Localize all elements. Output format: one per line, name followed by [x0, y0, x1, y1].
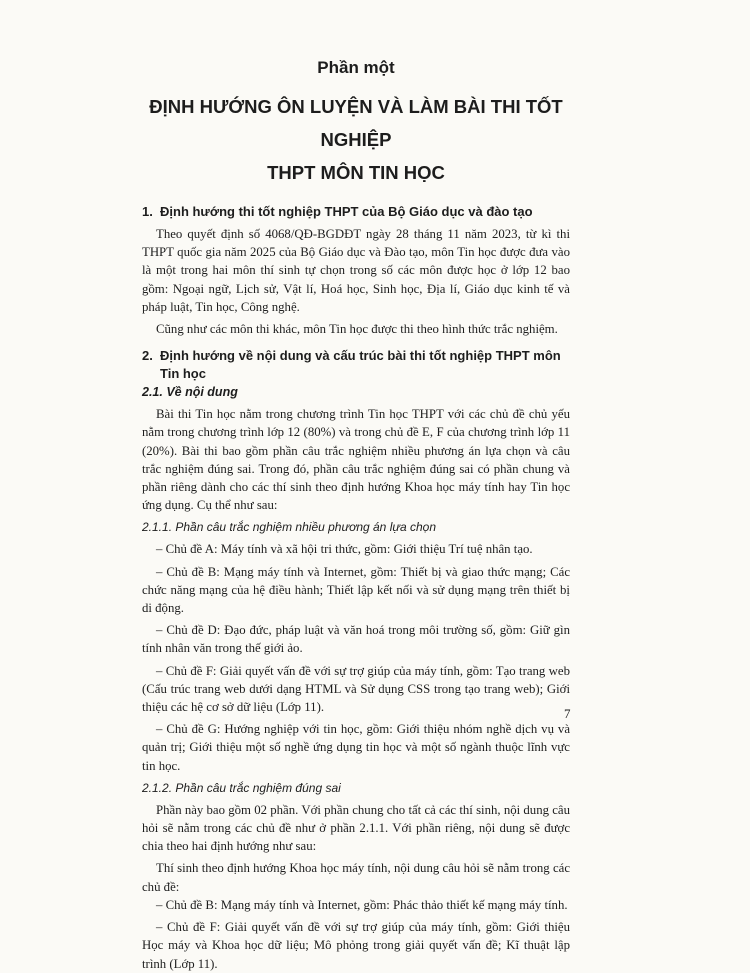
subsection-2-1-2-paragraph-2: Thí sinh theo định hướng Khoa học máy tính, nội dung câu hỏi sẽ nằm trong các chủ đề: [142, 861, 570, 894]
cs-topic-b-item: – Chủ đề B: Mạng máy tính và Internet, gồm: Phác thảo thiết kế mạng máy tính. [156, 897, 568, 912]
subsection-2-1-paragraph: Bài thi Tin học nằm trong chương trình Tin học THPT với các chủ đề chủ yếu nằm trong chương trình lớp 12 (80%) và trong chủ đề E, F của chương trình lớp 11 (20%). Bài thi bao gồm phần câu trắc nghiệm nhiều phương án lựa chọn và câu trắc nghiệm đúng sai. Trong đó, phần câu trắc nghiệm đúng sai có phần chung và phần riêng dành cho các thí sinh theo định hướng Khoa học máy tính hay Tin học ứng dụng. Cụ thể như sau: [142, 407, 570, 513]
cs-topic-f-item: – Chủ đề F: Giải quyết vấn đề với sự trợ giúp của máy tính, gồm: Giới thiệu Học máy và Khoa học dữ liệu; Mô phỏng trong giải quyết vấn đề; Kĩ thuật lập trình (Lớp 11). [142, 920, 570, 971]
topic-a-item: – Chủ đề A: Máy tính và xã hội tri thức, gồm: Giới thiệu Trí tuệ nhân tạo. [156, 542, 533, 557]
section-2-number: 2. [142, 348, 153, 364]
section-1-number: 1. [142, 204, 153, 219]
subsection-2-1-2-paragraph-1: Phần này bao gồm 02 phần. Với phần chung cho tất cả các thí sinh, nội dung câu hỏi sẽ nằm trong các chủ đề như ở phần 2.1.1. Với phần riêng, nội dung sẽ được chia theo hai định hướng như sau: [142, 802, 570, 854]
page-content [142, 58, 570, 973]
main-title-line-1: ĐỊNH HƯỚNG ÔN LUYỆN VÀ LÀM BÀI THI TỐT NGHIỆP [149, 96, 563, 150]
subsection-2-1-2-heading: 2.1.2. Phần câu trắc nghiệm đúng sai [142, 780, 341, 795]
main-title [142, 90, 570, 189]
part-title: Phần một [317, 58, 395, 77]
subsection-2-1-1-heading: 2.1.1. Phần câu trắc nghiệm nhiều phương án lựa chọn [142, 520, 436, 535]
section-2-title: Định hướng về nội dung và cấu trúc bài thi tốt nghiệp THPT môn Tin học [160, 348, 561, 382]
section-1-title: Định hướng thi tốt nghiệp THPT của Bộ Giáo dục và đào tạo [160, 204, 533, 219]
topic-b-item: – Chủ đề B: Mạng máy tính và Internet, gồm: Thiết bị và giao thức mạng; Các chức năng mạng của hệ điều hành; Thiết lập kết nối và sử dụng mạng trên thiết bị di động. [142, 564, 570, 616]
section-1-paragraph-2: Cũng như các môn thi khác, môn Tin học được thi theo hình thức trắc nghiệm. [156, 322, 558, 337]
topic-g-item: – Chủ đề G: Hướng nghiệp với tin học, gồm: Giới thiệu nhóm nghề dịch vụ và quản trị; Giới thiệu một số nghề ứng dụng tin học và một số ngành thuộc lĩnh vực tin học. [142, 722, 570, 773]
section-1-paragraph-1: Theo quyết định số 4068/QĐ-BGDĐT ngày 28 tháng 11 năm 2023, từ kì thi THPT quốc gia năm 2025 của Bộ Giáo dục và Đào tạo, môn Tin học được đưa vào là một trong hai môn thí sinh tự chọn trong số các môn được học ở lớp 12 bao gồm: Ngoại ngữ, Lịch sử, Vật lí, Hoá học, Sinh học, Địa lí, Giáo dục kinh tế và pháp luật, Tin học, Công nghệ. [142, 227, 570, 314]
page-number: 7 [564, 706, 571, 721]
subsection-2-1-heading: 2.1. Về nội dung [142, 385, 238, 400]
main-title-line-2: THPT MÔN TIN HỌC [267, 162, 445, 183]
section-2-heading [142, 347, 570, 383]
topic-d-item: – Chủ đề D: Đạo đức, pháp luật và văn hoá trong môi trường số, gồm: Giữ gìn tính nhân văn trong thế giới ảo. [142, 623, 570, 656]
section-1-heading [142, 203, 570, 221]
topic-f-item: – Chủ đề F: Giải quyết vấn đề với sự trợ giúp của máy tính, gồm: Tạo trang web (Cấu trúc trang web dưới dạng HTML và Sử dụng CSS trong tạo trang web); Giới thiệu các hệ cơ sở dữ liệu (Lớp 11). [142, 663, 570, 715]
